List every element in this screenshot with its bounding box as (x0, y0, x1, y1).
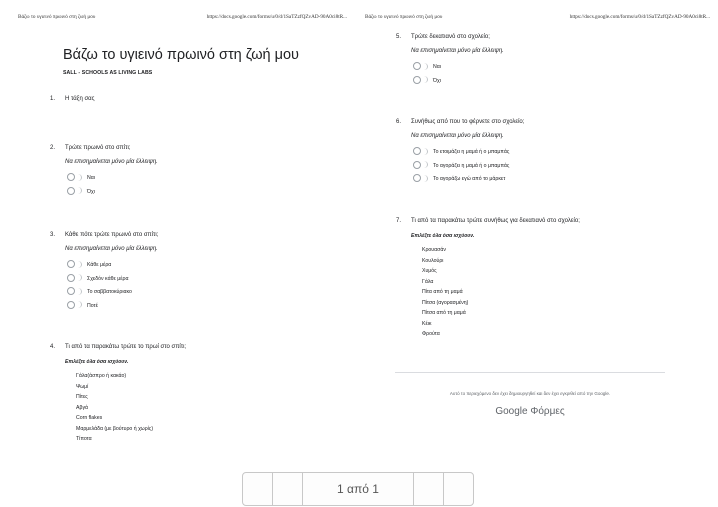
form-subtitle: SALL - SCHOOLS AS LIVING LABS (63, 70, 153, 76)
question-number: 6. (396, 119, 402, 125)
radio-icon[interactable] (413, 174, 421, 182)
question-5 (396, 34, 504, 89)
question-text: Τρώτε δεκατιανό στο σχολείο; (411, 34, 490, 40)
checkbox-item[interactable]: Κέικ (422, 320, 432, 327)
question-note: Επιλέξτε όλα όσα ισχύουν. (411, 233, 475, 239)
question-note: Επιλέξτε όλα όσα ισχύουν. (65, 359, 129, 365)
checkbox-item[interactable]: Πίτσα από τη μαμά (422, 310, 466, 316)
checkbox-item[interactable]: Φρούτα (422, 331, 440, 337)
option-no[interactable]: Όχι (65, 187, 158, 201)
checkbox-item[interactable]: Κουλούρι (422, 257, 444, 264)
previous-page-button[interactable] (273, 473, 303, 505)
option-never[interactable]: Ποτέ (65, 301, 158, 315)
option-yes[interactable]: Ναι (65, 173, 158, 187)
radio-icon[interactable] (67, 187, 75, 195)
option-parent-prepares[interactable]: Το ετοιμάζει η μαμά ή ο μπαμπάς (411, 147, 524, 161)
option-i-buy[interactable]: Το αγοράζω εγώ από το μάρκετ (411, 174, 524, 188)
option-yes[interactable]: Ναι (411, 62, 504, 76)
footer-divider (395, 372, 665, 373)
question-6 (396, 119, 525, 188)
question-number: 5. (396, 34, 402, 40)
page-indicator: 1 από 1 (337, 482, 379, 496)
radio-icon[interactable] (67, 260, 75, 268)
question-7 (396, 218, 580, 342)
checkbox-item[interactable]: Τίποτα (76, 436, 92, 442)
question-number: 3. (50, 232, 56, 238)
checkbox-item[interactable]: Πίτες (76, 394, 88, 400)
next-page-button[interactable] (413, 473, 443, 505)
option-weekend[interactable]: Το σαββατοκύριακο (65, 287, 158, 301)
page-2 (363, 0, 718, 470)
option-every-day[interactable]: Κάθε μέρα (65, 260, 158, 274)
checkbox-item[interactable]: Corn flakes (76, 415, 103, 421)
option-parent-buys[interactable]: Το αγοράζει η μαμά ή ο μπαμπάς (411, 161, 524, 175)
question-text: Τι από τα παρακάτω τρώτε συνήθως για δεκατιανό στο σχολείο; (411, 218, 580, 224)
checkbox-item[interactable]: Αβγά (76, 404, 89, 411)
print-header-title: Βάζω το υγιεινό πρωινό στη ζωή μου (365, 14, 443, 20)
question-1 (50, 96, 95, 102)
question-note: Να επισημαίνεται μόνο μία έλλειψη. (411, 133, 504, 139)
page-navigator (242, 472, 474, 506)
question-text: Η τάξη σας (65, 96, 95, 102)
question-2 (50, 145, 158, 200)
question-text: Τρώτε πρωινό στο σπίτι; (65, 145, 131, 151)
question-number: 1. (50, 96, 56, 102)
option-no[interactable]: Όχι (411, 76, 504, 90)
question-4 (50, 344, 187, 447)
checkbox-item[interactable]: Μαρμελάδα (με βούτυρο ή χωρίς) (76, 425, 154, 432)
page-1 (0, 0, 355, 470)
question-note: Να επισημαίνεται μόνο μία έλλειψη. (65, 159, 158, 165)
option-almost-every-day[interactable]: Σχεδόν κάθε μέρα (65, 274, 158, 288)
radio-icon[interactable] (413, 76, 421, 84)
checkbox-item[interactable]: Ψωμί (76, 383, 89, 390)
print-header-url: https://docs.google.com/forms/u/0/d/1SaTZzfQZvAD-90A0ci8tR... (206, 14, 347, 20)
question-note: Να επισημαίνεται μόνο μία έλλειψη. (65, 246, 158, 252)
first-page-button[interactable] (243, 473, 273, 505)
last-page-button[interactable] (443, 473, 473, 505)
radio-icon[interactable] (413, 62, 421, 70)
print-header-url: https://docs.google.com/forms/u/0/d/1SaTZzfQZvAD-90A0ci8tR... (569, 14, 710, 20)
radio-icon[interactable] (413, 147, 421, 155)
print-header-title: Βάζω το υγιεινό πρωινό στη ζωή μου (18, 14, 96, 20)
radio-icon[interactable] (67, 287, 75, 295)
question-number: 2. (50, 145, 56, 151)
form-title: Βάζω το υγιεινό πρωινό στη ζωή μου (63, 47, 299, 63)
question-number: 7. (396, 218, 402, 224)
checkbox-item[interactable]: Χυμός (422, 268, 437, 274)
checkbox-item[interactable]: Κρουασάν (422, 247, 446, 253)
radio-icon[interactable] (67, 301, 75, 309)
question-text: Κάθε πότε τρώτε πρωινό στο σπίτι; (65, 232, 159, 238)
question-text: Συνήθως από που το φέρνετε στο σχολείο; (411, 119, 525, 125)
checkbox-item[interactable]: Πίτσα (αγορασμένη) (422, 299, 469, 306)
checkbox-item[interactable]: Πίτα από τη μαμά (422, 289, 463, 295)
checkbox-item[interactable]: Γάλα(άσπρο ή κακάο) (76, 373, 127, 379)
footer-disclaimer: Αυτό το περιεχόμενο δεν έχει δημιουργηθεί και δεν έχει εγκριθεί από την Google. (449, 391, 611, 396)
radio-icon[interactable] (67, 274, 75, 282)
radio-icon[interactable] (67, 173, 75, 181)
google-forms-logo: Google Φόρμες (495, 406, 565, 417)
radio-icon[interactable] (413, 161, 421, 169)
question-number: 4. (50, 344, 56, 350)
question-3 (50, 232, 159, 314)
question-note: Να επισημαίνεται μόνο μία έλλειψη. (411, 48, 504, 54)
checkbox-item[interactable]: Γάλα (422, 278, 434, 285)
question-text: Τι από τα παρακάτω τρώτε το πρωί στο σπίτι; (65, 344, 187, 350)
